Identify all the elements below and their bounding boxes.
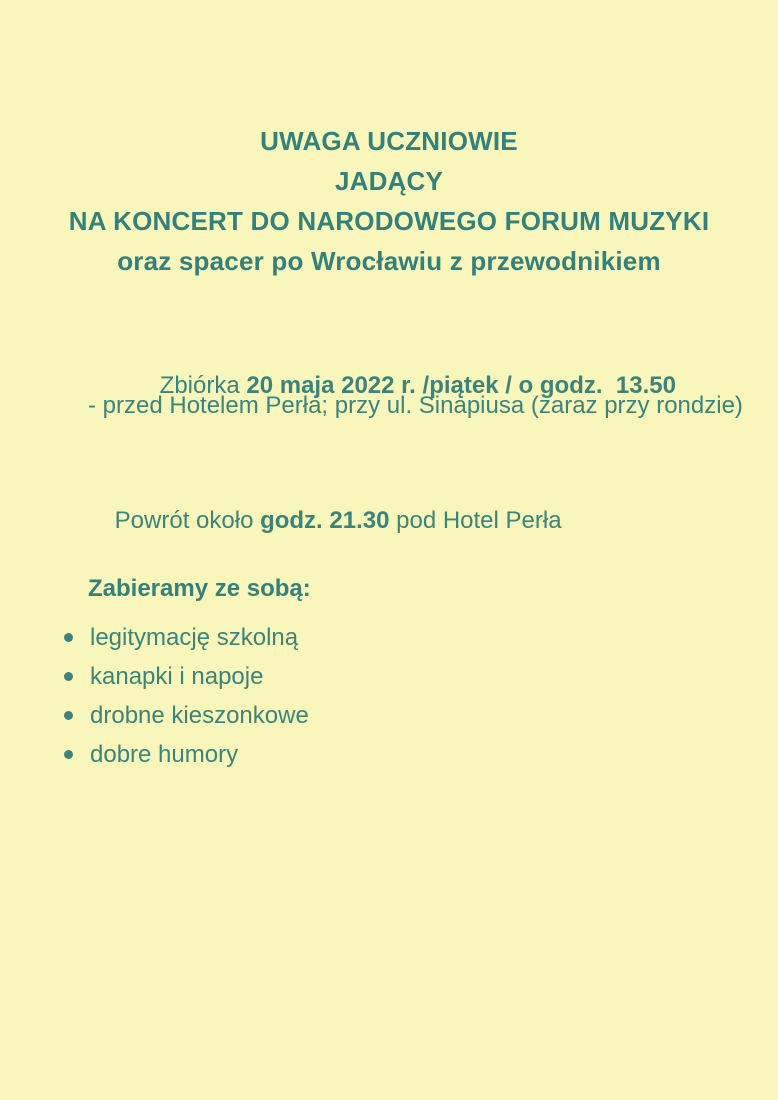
bullet-icon (64, 633, 73, 642)
return-prefix: Powrót około (114, 507, 261, 534)
title-line-4: oraz spacer po Wrocławiu z przewodnikiem (117, 246, 661, 276)
return-info-line (88, 476, 562, 566)
list-item-label: drobne kieszonkowe (90, 701, 309, 729)
return-suffix: pod Hotel Perła (389, 507, 562, 534)
list-item (64, 735, 309, 774)
list-item (64, 657, 309, 696)
bullet-icon (64, 750, 73, 759)
list-item-label: dobre humory (90, 740, 239, 768)
meeting-datetime: 20 maja 2022 r. /piątek / o godz. 13.50 (246, 372, 676, 399)
meeting-label: Zbiórka (159, 372, 247, 399)
bullet-icon (64, 672, 73, 681)
title-line-2: JADĄCY (334, 166, 444, 196)
notice-title (0, 121, 778, 281)
meeting-location-line: - przed Hotelem Perła; przy ul. Sinapiusa (zaraz przy rondzie) (88, 392, 743, 419)
list-item-label: kanapki i napoje (90, 662, 264, 690)
bullet-icon (64, 711, 73, 720)
return-time: godz. 21.30 (260, 507, 390, 534)
list-item (64, 618, 309, 657)
bring-list (64, 618, 309, 774)
list-item (64, 696, 309, 735)
title-line-3: NA KONCERT DO NARODOWEGO FORUM MUZYKI (68, 206, 710, 236)
list-item-label: legitymację szkolną (90, 623, 299, 651)
title-line-1: UWAGA UCZNIOWIE (260, 126, 518, 156)
bring-list-heading: Zabieramy ze sobą: (88, 575, 311, 602)
